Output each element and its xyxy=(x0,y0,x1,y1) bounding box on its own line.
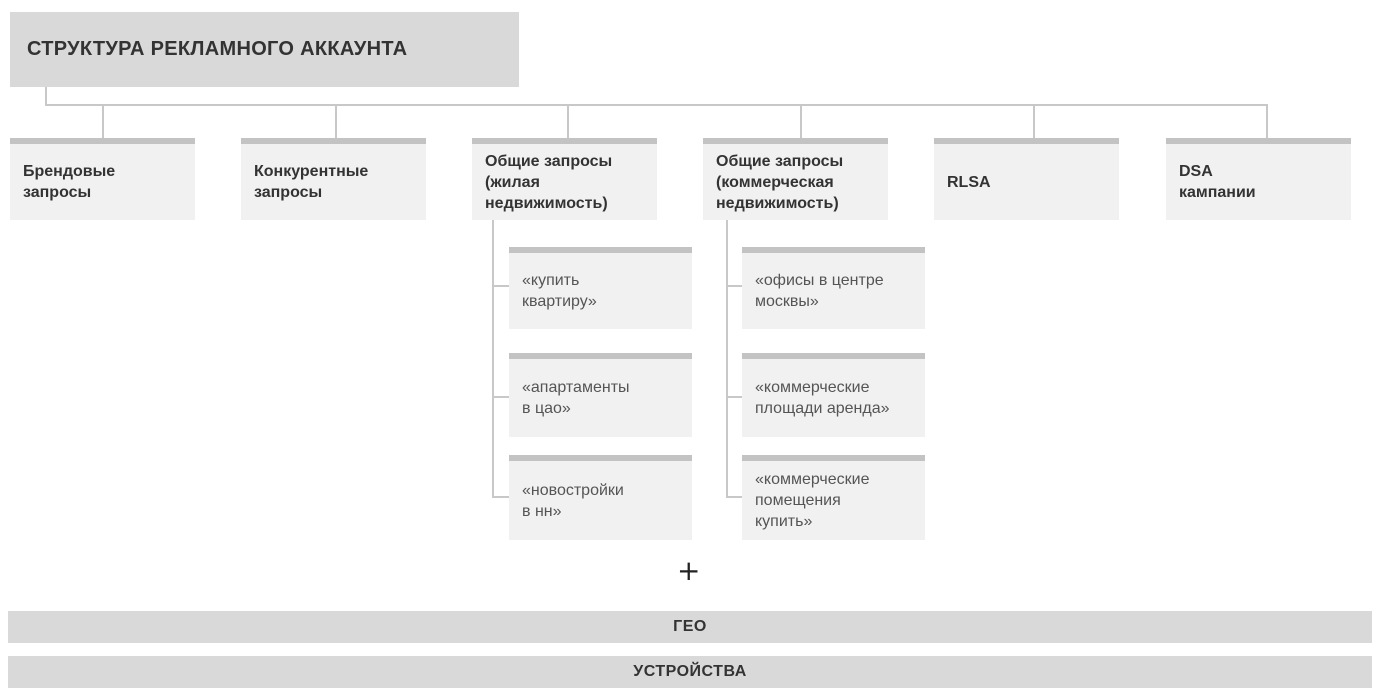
devices-label: УСТРОЙСТВА xyxy=(633,663,747,680)
group-label: «офисы в центре москвы» xyxy=(755,272,884,310)
commercial-group-1 xyxy=(742,247,925,329)
residential-group-2 xyxy=(509,353,692,437)
campaign-label: Брендовые запросы xyxy=(23,163,116,201)
connector-rlsa xyxy=(1033,104,1035,138)
group-label: «коммерческие площади аренда» xyxy=(755,379,890,417)
campaign-label: Конкурентные запросы xyxy=(254,163,369,201)
campaign-residential xyxy=(472,138,657,220)
residential-branch-1 xyxy=(492,285,509,287)
campaign-label: Общие запросы (коммерческая недвижимость) xyxy=(716,152,844,212)
residential-branch-3 xyxy=(492,496,509,498)
group-label: «купить квартиру» xyxy=(522,272,597,310)
group-label: «апартаменты в цао» xyxy=(522,379,630,417)
title-connector xyxy=(45,87,47,105)
geo-label: ГЕО xyxy=(673,618,707,635)
campaign-label: RLSA xyxy=(947,173,991,191)
commercial-branch-2 xyxy=(726,396,742,398)
connector-brand xyxy=(102,104,104,138)
campaign-commercial xyxy=(703,138,888,220)
connector-dsa xyxy=(1266,104,1268,138)
plus-icon: + xyxy=(677,554,701,587)
campaign-dsa xyxy=(1166,138,1351,220)
residential-group-1 xyxy=(509,247,692,329)
group-label: «новостройки в нн» xyxy=(522,481,624,520)
residential-branch-2 xyxy=(492,396,509,398)
residential-trunk xyxy=(492,220,494,498)
group-label: «коммерческие помещения купить» xyxy=(755,471,870,530)
geo-bar xyxy=(8,611,1372,643)
campaign-label: Общие запросы (жилая недвижимость) xyxy=(485,152,613,212)
commercial-group-2 xyxy=(742,353,925,437)
commercial-trunk xyxy=(726,220,728,498)
horizontal-connector xyxy=(45,104,1268,106)
connector-competitor xyxy=(335,104,337,138)
connector-commercial xyxy=(800,104,802,138)
diagram-title: СТРУКТУРА РЕКЛАМНОГО АККАУНТА xyxy=(10,12,519,87)
commercial-branch-3 xyxy=(726,496,742,498)
connector-residential xyxy=(567,104,569,138)
campaign-rlsa xyxy=(934,138,1119,220)
campaign-label: DSA кампании xyxy=(1179,163,1256,201)
devices-bar xyxy=(8,656,1372,688)
commercial-group-3 xyxy=(742,455,925,540)
commercial-branch-1 xyxy=(726,285,742,287)
campaign-brand xyxy=(10,138,195,220)
residential-group-3 xyxy=(509,455,692,540)
campaign-competitor xyxy=(241,138,426,220)
